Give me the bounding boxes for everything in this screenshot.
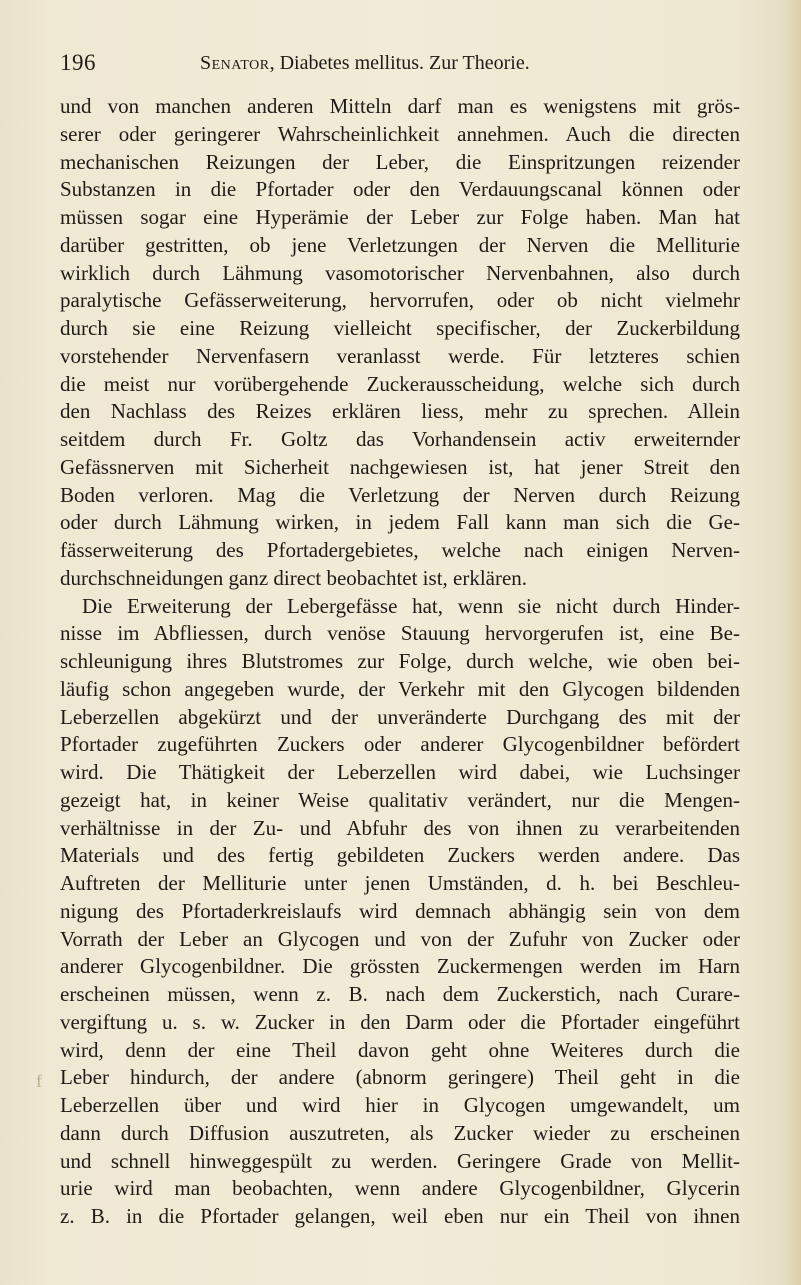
- text-line: vergiftung u. s. w. Zucker in den Darm oder die Pfortader eingeführt: [60, 1009, 740, 1034]
- text-line: wirklich durch Lähmung vasomotorischer Nervenbahnen, also durch: [60, 260, 740, 285]
- text-line: mechanischen Reizungen der Leber, die Einspritzungen reizender: [60, 149, 740, 174]
- text-line: anderer Glycogenbildner. Die grössten Zuckermengen werden im Harn: [60, 954, 740, 979]
- text-line: z. B. in die Pfortader gelangen, weil eben nur ein Theil von ihnen: [60, 1204, 740, 1228]
- text-line: Vorrath der Leber an Glycogen und von der Zufuhr von Zucker oder: [60, 926, 740, 951]
- text-line: gezeigt hat, in keiner Weise qualitativ verändert, nur die Mengen-: [60, 787, 740, 812]
- text-line: Leber hindurch, der andere (abnorm geringere) Theil geht in die: [60, 1065, 740, 1090]
- text-line: läufig schon angegeben wurde, der Verkehr mit den Glycogen bildenden: [60, 676, 740, 701]
- text-line: fässerweiterung des Pfortadergebietes, welche nach einigen Nerven-: [60, 538, 740, 562]
- running-head-title: , Diabetes mellitus. Zur Theorie.: [269, 52, 530, 74]
- page-number: 196: [60, 50, 96, 75]
- text-line: Gefässnerven mit Sicherheit nachgewiesen ist, hat jener Streit den: [60, 454, 740, 479]
- text-line: Pfortader zugeführten Zuckers oder anderer Glycogenbildner befördert: [60, 732, 740, 757]
- text-line: schleunigung ihres Blutstromes zur Folge, durch welche, wie oben bei-: [60, 649, 740, 673]
- text-line: wird. Die Thätigkeit der Leberzellen wird dabei, wie Luchsinger: [60, 760, 740, 784]
- text-line: den Nachlass des Reizes erklären liess, mehr zu sprechen. Allein: [60, 399, 740, 424]
- text-line: nisse im Abfliessen, durch venöse Stauung hervorgerufen ist, eine Be-: [60, 621, 740, 646]
- text-line: darüber gestritten, ob jene Verletzungen der Nerven die Melliturie: [60, 232, 740, 257]
- body-text: [60, 93, 740, 1231]
- text-line: urie wird man beobachten, wenn andere Glycogenbildner, Glycerin: [60, 1176, 740, 1201]
- text-line: müssen sogar eine Hyperämie der Leber zur Folge haben. Man hat: [60, 205, 740, 229]
- text-line: verhältnisse in der Zu- und Abfuhr des von ihnen zu verarbeitenden: [60, 815, 740, 840]
- running-head: [200, 52, 530, 75]
- text-line: durch sie eine Reizung vielleicht specifischer, der Zuckerbildung: [60, 316, 740, 340]
- text-line: und schnell hinweggespült zu werden. Geringere Grade von Mellit-: [60, 1148, 740, 1173]
- text-line: erscheinen müssen, wenn z. B. nach dem Zuckerstich, nach Curare-: [60, 982, 740, 1006]
- text-line: Die Erweiterung der Lebergefässe hat, wenn sie nicht durch Hinder-: [82, 593, 740, 618]
- text-line: Materials und des fertig gebildeten Zuckers werden andere. Das: [60, 843, 740, 868]
- text-line: nigung des Pfortaderkreislaufs wird demnach abhängig sein von dem: [60, 898, 740, 923]
- text-line: die meist nur vorübergehende Zuckerausscheidung, welche sich durch: [60, 371, 740, 396]
- text-line: Boden verloren. Mag die Verletzung der Nerven durch Reizung: [60, 482, 740, 507]
- text-line: vorstehender Nervenfasern veranlasst werde. Für letzteres schien: [60, 343, 740, 368]
- margin-mark: f: [36, 1071, 42, 1091]
- text-line: serer oder geringerer Wahrscheinlichkeit annehmen. Auch die directen: [60, 121, 740, 146]
- text-line: durchschneidungen ganz direct beobachtet ist, erklären.: [60, 565, 528, 590]
- text-line: paralytische Gefässerweiterung, hervorrufen, oder ob nicht vielmehr: [60, 288, 740, 313]
- text-line: Leberzellen abgekürzt und der unveränderte Durchgang des mit der: [60, 704, 740, 729]
- text-line: wird, denn der eine Theil davon geht ohne Weiteres durch die: [60, 1037, 740, 1062]
- text-line: Leberzellen über und wird hier in Glycogen umgewandelt, um: [60, 1093, 740, 1117]
- text-line: Substanzen in die Pfortader oder den Verdauungscanal können oder: [60, 177, 740, 202]
- text-line: oder durch Lähmung wirken, in jedem Fall kann man sich die Ge-: [60, 510, 740, 535]
- text-line: und von manchen anderen Mitteln darf man es wenigstens mit grös-: [60, 94, 740, 118]
- running-head-author: Senator: [200, 52, 270, 74]
- text-line: seitdem durch Fr. Goltz das Vorhandensein activ erweiternder: [60, 427, 740, 451]
- text-line: Auftreten der Melliturie unter jenen Umständen, d. h. bei Beschleu-: [60, 871, 740, 895]
- page-edge-shadow: [783, 0, 801, 1285]
- text-line: dann durch Diffusion auszutreten, als Zucker wieder zu erscheinen: [60, 1120, 740, 1145]
- page-header: [60, 50, 760, 82]
